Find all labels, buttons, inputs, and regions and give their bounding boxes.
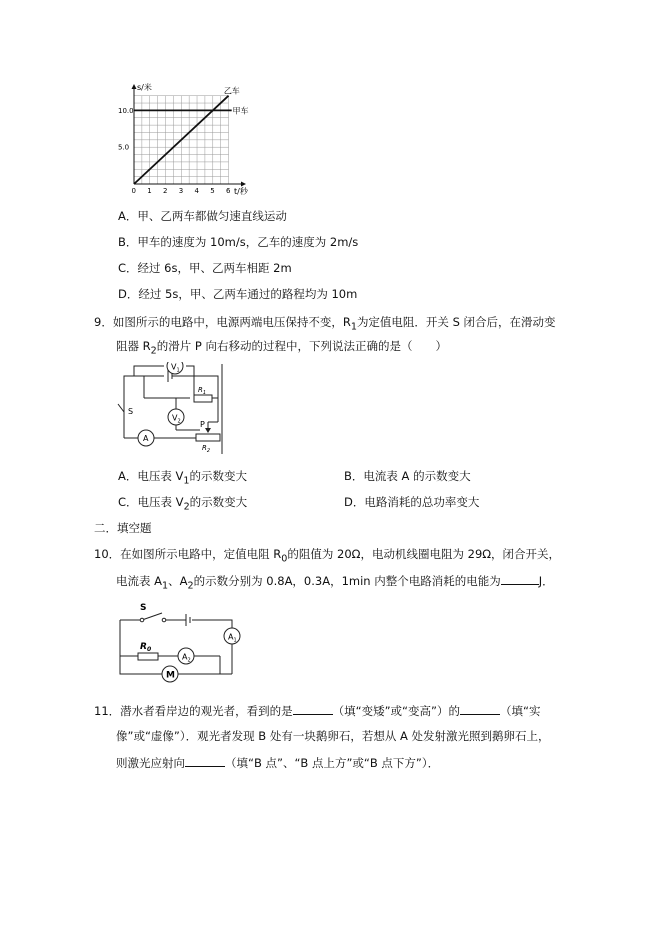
q8-option-d: D．经过 5s，甲、乙两车通过的路程均为 10m <box>118 287 358 301</box>
q9-option-b: B．电流表 A 的示数变大 <box>344 469 471 483</box>
r2-label: $R_2$ <box>202 444 211 454</box>
y-axis-label: s/米 <box>137 83 152 92</box>
q9-optA-b: 的示数变大 <box>189 469 247 483</box>
q9-optA-a: A．电压表 V <box>118 469 184 483</box>
q11-blank-2[interactable] <box>460 702 500 715</box>
q9-stem-line2 <box>116 338 447 359</box>
x-tick-label: 6 <box>226 187 231 195</box>
a1-label: $A_1$ <box>228 632 237 644</box>
x-tick-label: 2 <box>163 187 168 195</box>
q9-line2-b: 的滑片 P 向右移动的过程中，下列说法正确的是（ ） <box>156 339 448 353</box>
q10-line1-b: 的阻值为 20Ω，电动机线圈电阻为 29Ω，闭合开关， <box>287 547 561 561</box>
q9-line2-sub: 2 <box>150 345 157 357</box>
switch-s <box>118 404 124 412</box>
q11-stem-line2: 像”或“虚像”）．观光者发现 B 处有一块鹅卵石，若想从 A 处发射激光照到鹅卵石上， <box>116 729 550 743</box>
q9-optC-sub: 2 <box>183 501 190 513</box>
q10-line2-sub1: 1 <box>162 580 169 592</box>
q9-option-a <box>118 468 247 489</box>
q9-optC-a: C．电压表 V <box>118 495 184 509</box>
series-yi-label: 乙车 <box>223 86 240 96</box>
q9-number: 9． <box>94 315 113 329</box>
switch-s-blade <box>142 613 162 620</box>
q11-line3-b: （填“B 点”、“B 点上方”或“B 点下方”）． <box>225 756 440 770</box>
q10-line2-a: 电流表 A <box>116 574 163 588</box>
q10-answer-blank[interactable] <box>501 572 539 585</box>
q8-option-c: C．经过 6s，甲、乙两车相距 2m <box>118 261 292 275</box>
q8-option-a: A．甲、乙两车都做匀速直线运动 <box>118 209 287 223</box>
v2-label: $V_2$ <box>172 413 181 425</box>
x-axis-arrow <box>241 182 246 187</box>
q9-circuit-diagram <box>114 362 234 456</box>
series-jia-label: 甲车 <box>232 106 249 116</box>
q10-line1-sub: 0 <box>281 553 288 565</box>
x-tick-label: 5 <box>210 187 215 195</box>
q11-line3-a: 则激光应射向 <box>116 756 185 770</box>
x-tick-label: 1 <box>147 187 152 195</box>
q11-stem-line1 <box>94 702 540 719</box>
x-tick-label: 0 <box>131 187 136 195</box>
q9-line1-sub: 1 <box>350 321 357 333</box>
q9-stem-line1 <box>94 314 556 335</box>
x-axis-label: t/秒 <box>234 187 248 196</box>
q9-line1-a: 如图所示的电路中，电源两端电压保持不变，R <box>112 315 351 329</box>
q10-line1-a: 10．在如图所示电路中，定值电阻 R <box>94 547 282 561</box>
y-tick-label: 5.0 <box>118 143 130 152</box>
q9-optA-sub: 1 <box>183 475 190 487</box>
a2-label: $A_2$ <box>182 652 191 664</box>
q11-stem-line3 <box>116 754 439 771</box>
q9-line2-a: 阻器 R <box>116 339 151 353</box>
s-label: S <box>128 407 134 416</box>
q9-line1-b: 为定值电阻．开关 S 闭合后，在滑动变 <box>356 315 556 329</box>
q11-line1-a: 11．潜水者看岸边的观光者，看到的是 <box>94 704 293 718</box>
q10-line2-b: 的示数分别为 0.8A，0.3A，1min 内整个电路消耗的电能为 <box>193 574 501 588</box>
y-axis-arrow <box>132 84 137 89</box>
r0-label: $R_0$ <box>140 642 152 653</box>
a-label: A <box>143 434 149 443</box>
y-tick-label: 10.0 <box>118 106 134 115</box>
q9-option-c <box>118 494 247 515</box>
q8-option-b: B．甲车的速度为 10m/s，乙车的速度为 2m/s <box>118 235 359 249</box>
section-title-fill-in: 二．填空题 <box>94 521 152 535</box>
q11-line1-b: （填“变矮”或“变高”）的 <box>332 704 460 718</box>
q10-stem-line2 <box>116 572 554 594</box>
q9-optC-b: 的示数变大 <box>189 495 248 509</box>
v1-label: $V_1$ <box>171 362 180 374</box>
s-label: S <box>140 603 147 613</box>
resistor-r1 <box>194 395 212 402</box>
m-label: M <box>166 670 175 681</box>
q10-line2-end: J． <box>538 574 554 588</box>
resistor-r2 <box>196 434 220 441</box>
x-tick-label: 4 <box>194 187 199 195</box>
q11-line1-c: （填“实 <box>499 704 541 718</box>
q10-line2-mid: 、A <box>168 574 188 588</box>
r1-label: $R_1$ <box>198 386 207 396</box>
q9-option-d: D．电路消耗的总功率变大 <box>344 495 480 509</box>
wire-v1-right <box>186 366 194 400</box>
q11-blank-1[interactable] <box>293 702 333 715</box>
q10-circuit-diagram <box>112 600 242 688</box>
resistor-r0 <box>138 653 158 660</box>
q10-stem-line1 <box>94 546 560 567</box>
q11-blank-3[interactable] <box>185 754 225 767</box>
s-t-chart <box>118 82 260 202</box>
q10-line2-sub2: 2 <box>187 580 194 592</box>
x-tick-label: 3 <box>178 187 184 195</box>
p-label: P <box>200 420 205 429</box>
